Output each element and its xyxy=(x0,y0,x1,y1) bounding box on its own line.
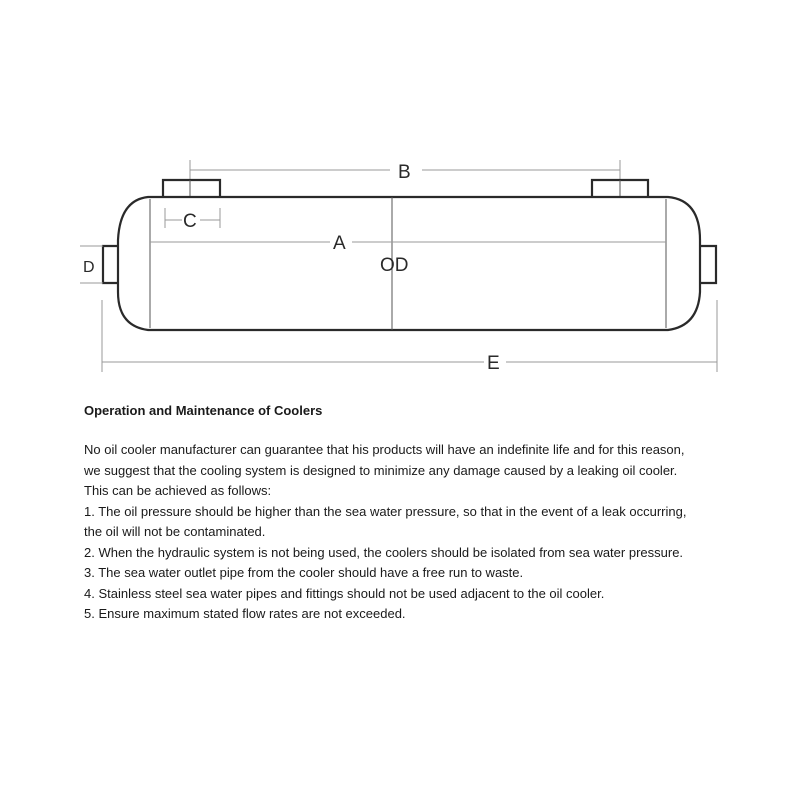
dimension-a xyxy=(150,233,666,254)
label-c: C xyxy=(183,211,197,232)
left-end-nozzle xyxy=(103,246,118,283)
list-item: 4. Stainless steel sea water pipes and fittings should not be used adjacent to the oil cooler. xyxy=(84,585,605,601)
right-end-nozzle xyxy=(700,246,716,283)
dimension-e xyxy=(102,300,717,374)
list-item: 5. Ensure maximum stated flow rates are not exceeded. xyxy=(84,606,406,621)
list-item: 1. The oil pressure should be higher than the sea water pressure, so that in the event of a leak occurring, xyxy=(84,503,687,519)
top-right-nozzle xyxy=(592,180,648,197)
list-item: 3. The sea water outlet pipe from the cooler should have a free run to waste. xyxy=(84,565,524,580)
label-a: A xyxy=(333,233,346,254)
dimension-d xyxy=(80,246,103,283)
cooler-shell xyxy=(118,197,700,330)
label-e: E xyxy=(487,353,500,374)
top-left-nozzle xyxy=(163,180,220,197)
dimension-b xyxy=(190,160,620,183)
maintenance-text xyxy=(84,402,774,625)
dimension-c xyxy=(165,208,220,232)
label-d: D xyxy=(83,259,95,276)
label-b: B xyxy=(398,162,411,183)
intro-line: we suggest that the cooling system is designed to minimize any damage caused by a leaking oil cooler. xyxy=(84,462,678,478)
intro-line: This can be achieved as follows: xyxy=(84,483,272,498)
section-title: Operation and Maintenance of Coolers xyxy=(84,403,323,418)
label-od: OD xyxy=(380,255,409,276)
list-item: 2. When the hydraulic system is not being used, the coolers should be isolated from sea water pressure. xyxy=(84,544,684,560)
intro-line: No oil cooler manufacturer can guarantee that his products will have an indefinite life and for this reason, xyxy=(84,442,685,457)
list-item: the oil will not be contaminated. xyxy=(84,524,266,539)
